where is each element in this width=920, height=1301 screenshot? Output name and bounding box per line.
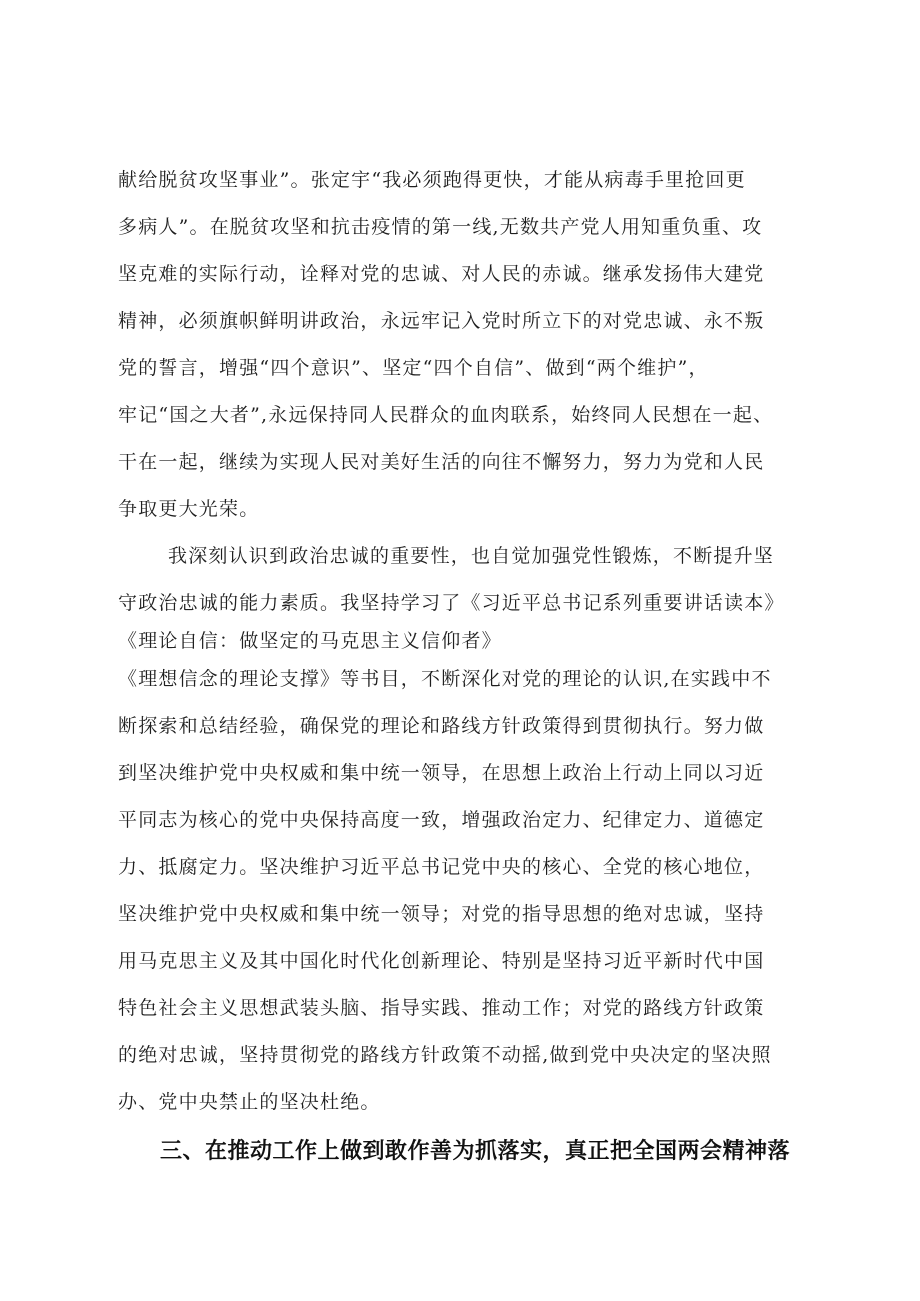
paragraph-line: 到坚决维护党中央权威和集中统一领导，在思想上政治上行动上同以习近: [118, 762, 765, 784]
paragraph-line: 力、抵腐定力。坚决维护习近平总书记党中央的核心、全党的核心地位，: [118, 856, 765, 878]
paragraph-line: 党的誓言，增强“四个意识”、坚定“四个自信”、做到“两个维护”，: [118, 357, 709, 379]
paragraph-line: 献给脱贫攻坚事业”。张定宇“我必须跑得更快，才能从病毒手里抢回更: [118, 169, 746, 191]
paragraph-line: 守政治忠诚的能力素质。我坚持学习了《习近平总书记系列重要讲话读本》: [118, 592, 785, 614]
paragraph-line: 我深刻认识到政治忠诚的重要性，也自觉加强党性锻炼，不断提升坚: [168, 545, 775, 567]
paragraph-line: 的绝对忠诚，坚持贯彻党的路线方针政策不动摇,做到党中央决定的坚决照: [118, 1044, 772, 1066]
paragraph-line: 精神，必须旗帜鲜明讲政治，永远牢记入党时所立下的对党忠诚、永不叛: [118, 310, 765, 332]
paragraph-line: 干在一起，继续为实现人民对美好生活的向往不懈努力，努力为党和人民: [118, 451, 765, 473]
paragraph-line: 坚克难的实际行动，诠释对党的忠诚、对人民的赤诚。继承发扬伟大建党: [118, 263, 765, 285]
paragraph-line: 特色社会主义思想武装头脑、指导实践、推动工作；对党的路线方针政策: [118, 997, 765, 1019]
paragraph-line: 用马克思主义及其中国化时代化创新理论、特别是坚持习近平新时代中国: [118, 950, 765, 972]
paragraph-line: 争取更大光荣。: [118, 498, 260, 520]
paragraph-line: 办、党中央禁止的坚决杜绝。: [118, 1091, 381, 1113]
paragraph-line: 多病人”。在脱贫攻坚和抗击疫情的第一线,无数共产党人用知重负重、攻: [118, 216, 763, 238]
paragraph-line: 牢记“国之大者”,永远保持同人民群众的血肉联系，始终同人民想在一起、: [118, 404, 774, 426]
paragraph-line: 《理想信念的理论支撑》等书目，不断深化对党的理论的认识,在实践中不: [118, 668, 772, 690]
paragraph-line: 坚决维护党中央权威和集中统一领导；对党的指导思想的绝对忠诚，坚持: [118, 903, 765, 925]
paragraph-line: 平同志为核心的党中央保持高度一致，增强政治定力、纪律定力、道德定: [118, 809, 765, 831]
paragraph-line: 断探索和总结经验，确保党的理论和路线方针政策得到贯彻执行。努力做: [118, 715, 765, 737]
paragraph-line: 《理论自信：做坚定的马克思主义信仰者》: [118, 630, 502, 652]
section-heading: 三、在推动工作上做到敢作善为抓落实，真正把全国两会精神落: [160, 1139, 791, 1164]
